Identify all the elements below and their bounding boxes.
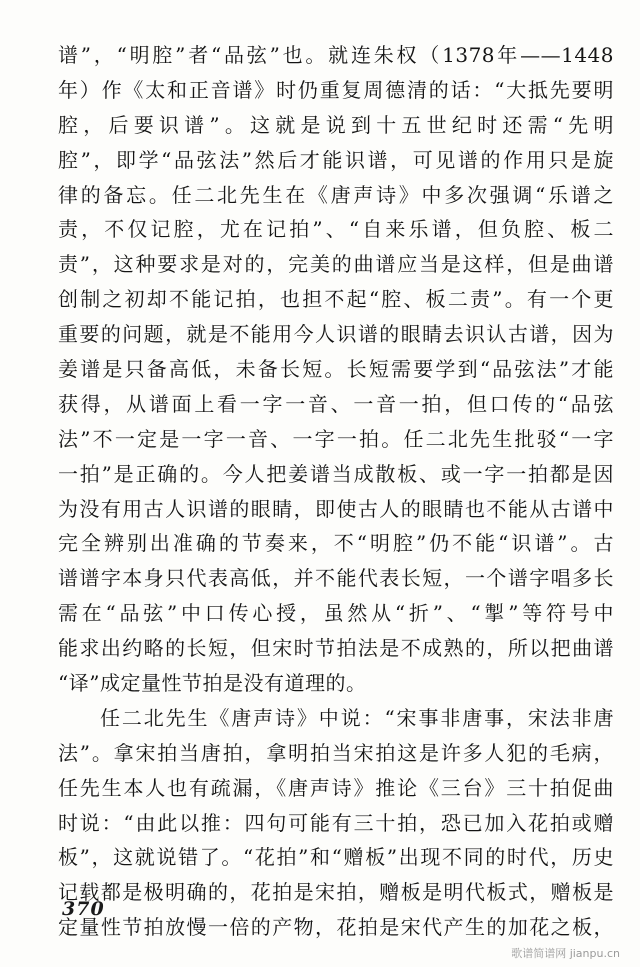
text-line: 定量性节拍放慢一倍的产物，花拍是宋代产生的加花之板， xyxy=(58,915,614,940)
text-line: 年）作《太和正音谱》时仍重复周德清的话：“大抵先要明 xyxy=(58,77,614,102)
text-line: 谱”，“明腔”者“品弦”也。就连朱权（1378年——1448 xyxy=(58,43,614,67)
text-line: 任先生本人也有疏漏，《唐声诗》推论《三台》三十拍促曲 xyxy=(58,775,614,800)
text-line: 任二北先生《唐声诗》中说：“宋事非唐事，宋法非唐 xyxy=(100,705,614,730)
text-line: 责，不仅记腔，尤在记拍”、“自来乐谱，但负腔、板二 xyxy=(58,217,614,242)
paragraph-2 xyxy=(58,701,614,945)
text-line: 能求出约略的长短，但宋时节拍法是不成熟的，所以把曲谱 xyxy=(58,636,614,661)
text-line: 法”。拿宋拍当唐拍，拿明拍当宋拍这是许多人犯的毛病， xyxy=(58,740,614,765)
text-line: 谱谱字本身只代表高低，并不能代表长短，一个谱字唱多长 xyxy=(58,566,614,591)
paragraph-1 xyxy=(58,38,614,701)
text-line: 一拍”是正确的。今人把姜谱当成散板、或一字一拍都是因 xyxy=(58,461,614,486)
text-line: 责”，这种要求是对的，完美的曲谱应当是这样，但是曲谱 xyxy=(58,252,614,277)
text-line: 需在“品弦”中口传心授，虽然从“折”、“掣”等符号中 xyxy=(58,601,614,626)
text-line: 腔，后要识谱”。这就是说到十五世纪时还需“先明 xyxy=(58,112,614,137)
text-line: 法”不一定是一字一音、一字一拍。任二北先生批驳“一字 xyxy=(58,426,614,451)
text-line: 为没有用古人识谱的眼睛，即使古人的眼睛也不能从古谱中 xyxy=(58,496,614,521)
text-line: “译”成定量性节拍是没有道理的。 xyxy=(58,671,367,696)
text-line: 创制之初却不能记拍，也担不起“腔、板二责”。有一个更 xyxy=(58,287,614,312)
text-line: 获得，从谱面上看一字一音、一音一拍，但口传的“品弦 xyxy=(58,391,614,416)
text-line: 时说：“由此以推：四句可能有三十拍，恐已加入花拍或赠 xyxy=(58,810,614,835)
page-number: 370 xyxy=(62,898,105,920)
text-line: 姜谱是只备高低，未备长短。长短需要学到“品弦法”才能 xyxy=(58,357,614,382)
text-line: 腔”，即学“品弦法”然后才能识谱，可见谱的作用只是旋 xyxy=(58,147,614,172)
text-line: 板”，这就说错了。“花拍”和“赠板”出现不同的时代，历史 xyxy=(58,845,614,870)
site-watermark: 歌谱简谱网 jianpu.cn xyxy=(511,947,620,960)
text-line: 记载都是极明确的，花拍是宋拍，赠板是明代板式，赠板是 xyxy=(58,880,614,905)
text-line: 律的备忘。任二北先生在《唐声诗》中多次强调“乐谱之 xyxy=(58,182,614,207)
text-line: 重要的问题，就是不能用今人识谱的眼睛去识认古谱，因为 xyxy=(58,322,614,347)
text-line: 完全辨别出准确的节奏来，不“明腔”仍不能“识谱”。古 xyxy=(58,531,614,556)
body-text xyxy=(58,38,614,945)
